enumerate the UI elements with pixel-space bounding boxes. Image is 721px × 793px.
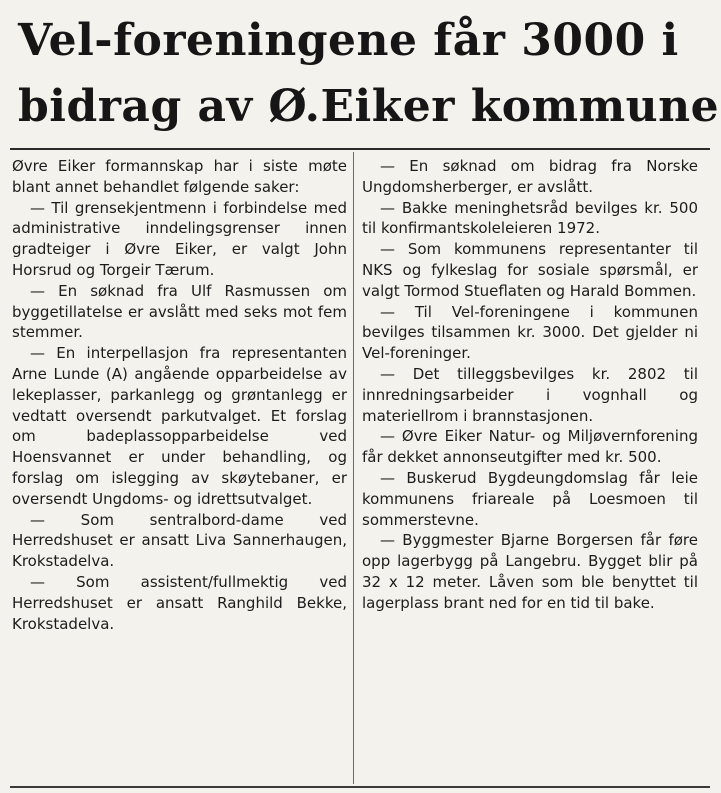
article-paragraph: — Som sentralbord-dame ved Herredshuset er ansatt Liva Sannerhaugen, Krokstadelva. (12, 510, 347, 571)
right-column (362, 156, 698, 614)
bottom-rule (10, 786, 710, 788)
article-paragraph: — Det tilleggsbevilges kr. 2802 til innredningsarbeider i vognhall og materiellrom i brannstasjonen. (362, 364, 698, 425)
article-paragraph: — En interpellasjon fra representanten Arne Lunde (A) angående opparbeidelse av lekeplasser, parkanlegg og grøntanlegg er vedtatt oversendt parkutvalget. Et forslag om badeplassopparbeidelse ved Hoensvannet er under behandling, og forslag om islegging av skøytebaner, er oversendt Ungdoms- og idrettsutvalget. (12, 344, 347, 508)
headline-line-1: Vel-foreningene får 3000 i (18, 15, 679, 66)
headline (18, 8, 720, 140)
article-paragraph: — Øvre Eiker Natur- og Miljøvernforening får dekket annonseutgifter med kr. 500. (362, 427, 698, 467)
article-paragraph: — Buskerud Bygdeungdomslag får leie kommunens friareale på Loesmoen til sommerstevne. (362, 468, 698, 529)
article-paragraph: — Til Vel-foreningene i kommunen bevilges tilsammen kr. 3000. Det gjelder ni Vel-foreninger. (362, 302, 698, 363)
left-column (12, 156, 347, 634)
article-paragraph: — En søknad om bidrag fra Norske Ungdomsherberger, er avslått. (362, 157, 698, 196)
article-paragraph: — Til grensekjentmenn i forbindelse med administrative inndelingsgrenser innen gradteiger i Øvre Eiker, er valgt John Horsrud og Torgeir Tærum. (12, 198, 347, 279)
article-paragraph: — Bakke meninghetsråd bevilges kr. 500 til konfirmantskoleleieren 1972. (362, 198, 698, 238)
article-paragraph: — Som kommunens representanter til NKS og fylkeslag for sosiale spørsmål, er valgt Tormod Stueflaten og Harald Bommen. (362, 240, 698, 300)
intro-paragraph: Øvre Eiker formannskap har i siste møte blant annet behandlet følgende saker: (12, 157, 347, 196)
article-paragraph: — En søknad fra Ulf Rasmussen om byggetillatelse er avslått med seks mot fem stemmer. (12, 281, 347, 342)
article-paragraph: — Som assistent/fullmektig ved Herredshuset er ansatt Ranghild Bekke, Krokstadelva. (12, 572, 347, 633)
headline-rule (10, 148, 710, 150)
article-paragraph: — Byggmester Bjarne Borgersen får føre opp lagerbygg på Langebru. Bygget blir på 32 x 12 meter. Låven som ble benyttet til lagerplass brant ned for en tid til bake. (362, 531, 698, 612)
column-divider (353, 152, 354, 784)
headline-line-2: bidrag av Ø.Eiker kommune (18, 81, 720, 132)
